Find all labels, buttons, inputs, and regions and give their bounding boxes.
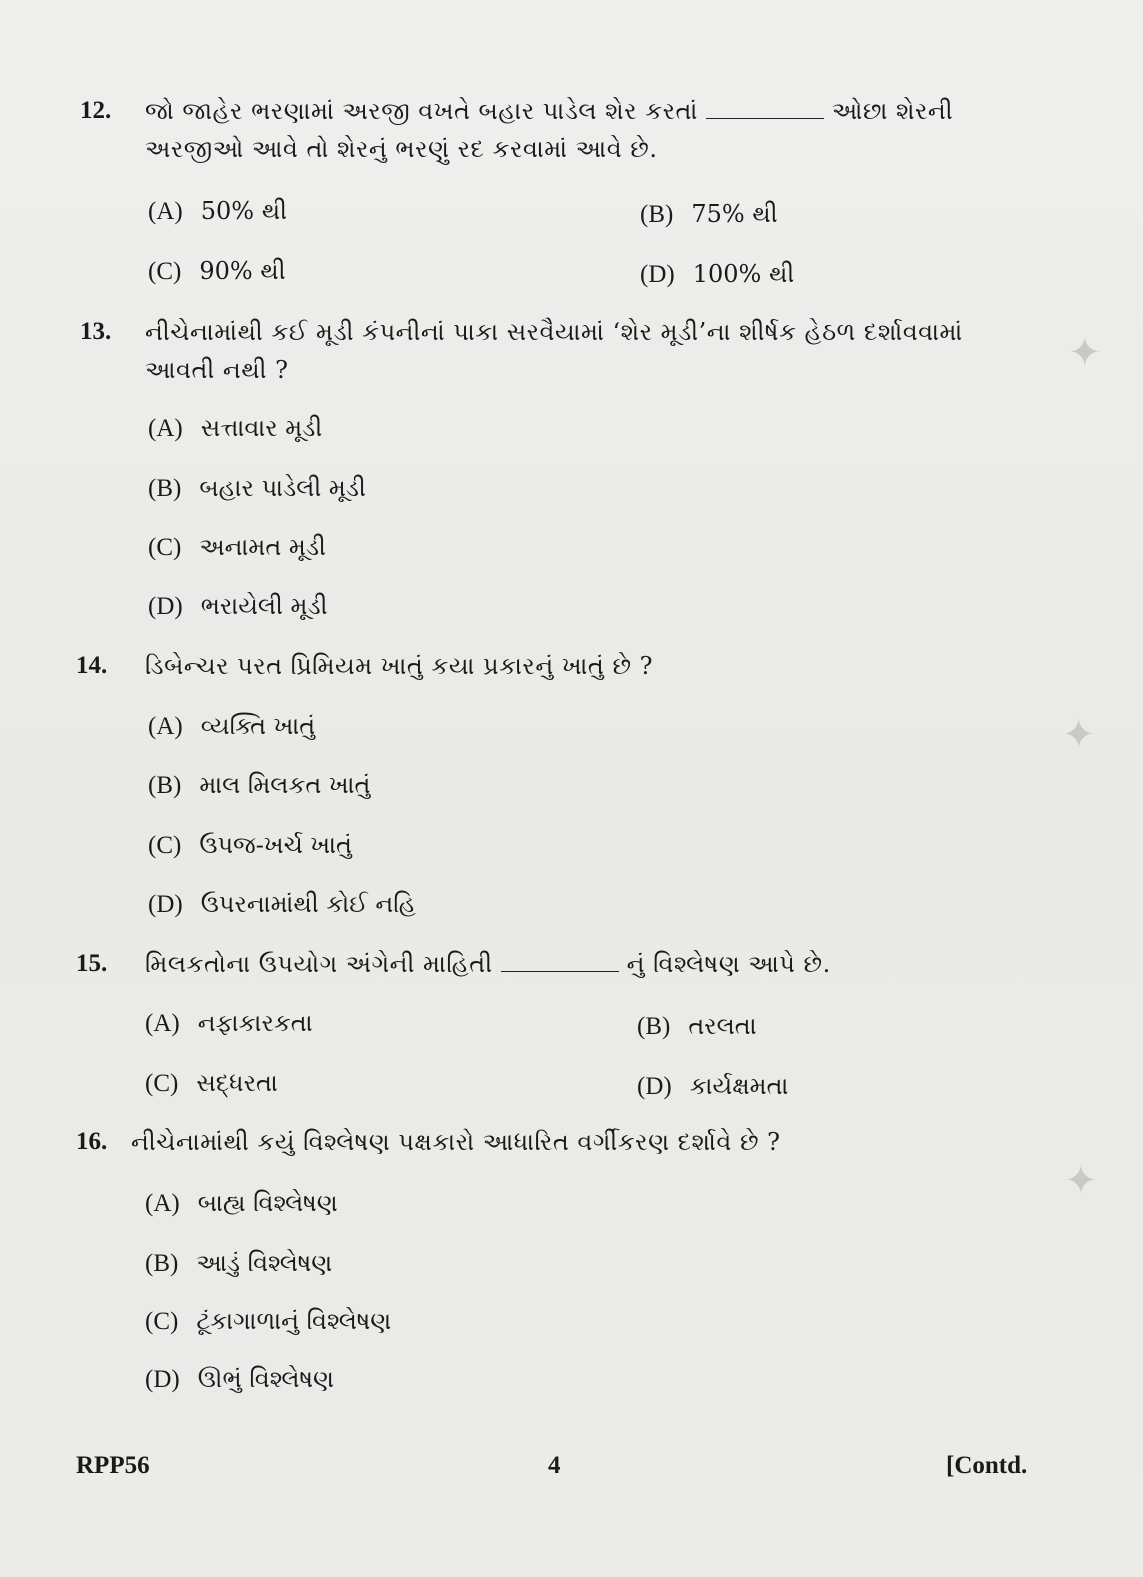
paper-code: RPP56 xyxy=(76,1452,150,1479)
staple-mark-icon: ✦ xyxy=(1062,712,1096,758)
option-c: (C) સદ્ધરતા xyxy=(145,1069,278,1097)
option-c: (C) અનામત મૂડી xyxy=(148,533,326,561)
question-text: ડિબેન્ચર પરત પ્રિમિયમ ખાતું કયા પ્રકારનું ખાતું છે ? xyxy=(145,652,654,680)
question-text: મિલકતોના ઉપયોગ અંગેની માહિતી નું વિશ્લેષણ આપે છે. xyxy=(145,950,831,978)
option-a: (A) 50% થી xyxy=(148,197,287,225)
answer-blank xyxy=(706,98,824,119)
option-d: (D) ભરાયેલી મૂડી xyxy=(148,592,328,620)
page-number: 4 xyxy=(548,1452,561,1479)
answer-blank xyxy=(501,951,619,972)
option-d: (D) ઉપરનામાંથી કોઈ નહિ xyxy=(148,890,416,918)
question-text: નીચેનામાંથી કયું વિશ્લેષણ પક્ષકારો આધારિત વર્ગીકરણ દર્શાવે છે ? xyxy=(131,1128,781,1156)
option-a: (A) સત્તાવાર મૂડી xyxy=(148,414,323,442)
option-a: (A) નફાકારકતા xyxy=(145,1009,313,1037)
question-number: 13. xyxy=(80,318,112,345)
option-d: (D) ઊભું વિશ્લેષણ xyxy=(145,1365,334,1393)
option-c: (C) 90% થી xyxy=(148,257,286,285)
option-a: (A) બાહ્ય વિશ્લેષણ xyxy=(145,1189,338,1217)
staple-mark-icon: ✦ xyxy=(1068,330,1102,376)
option-b: (B) આડું વિશ્લેષણ xyxy=(145,1249,333,1277)
option-b: (B) માલ મિલકત ખાતું xyxy=(148,771,371,799)
option-b: (B) 75% થી xyxy=(640,200,778,228)
question-number: 16. xyxy=(76,1128,108,1155)
option-d: (D) 100% થી xyxy=(640,260,795,288)
option-c: (C) ઉપજ-ખર્ચ ખાતું xyxy=(148,831,352,859)
option-d: (D) કાર્યક્ષમતા xyxy=(637,1072,789,1100)
option-b: (B) તરલતા xyxy=(637,1012,757,1040)
staple-mark-icon: ✦ xyxy=(1064,1158,1098,1204)
question-number: 14. xyxy=(76,652,108,679)
question-text: જો જાહેર ભરણામાં અરજી વખતે બહાર પાડેલ શેર કરતાં ઓછા શેરની અરજીઓ આવે તો શેરનું ભરણું રદ કરવામાં આવે છે. xyxy=(145,97,954,163)
question-text: નીચેનામાંથી કઈ મૂડી કંપનીનાં પાકા સરવૈયામાં ‘શેર મૂડી’ના શીર્ષક હેઠળ દર્શાવવામાં આવતી નથી ? xyxy=(145,318,963,384)
option-c: (C) ટૂંકાગાળાનું વિશ્લેષણ xyxy=(145,1307,392,1335)
continued-label: [Contd. xyxy=(946,1452,1028,1479)
question-number: 12. xyxy=(80,97,112,124)
option-a: (A) વ્યક્તિ ખાતું xyxy=(148,712,316,740)
option-b: (B) બહાર પાડેલી મૂડી xyxy=(148,474,366,502)
question-number: 15. xyxy=(76,950,108,977)
